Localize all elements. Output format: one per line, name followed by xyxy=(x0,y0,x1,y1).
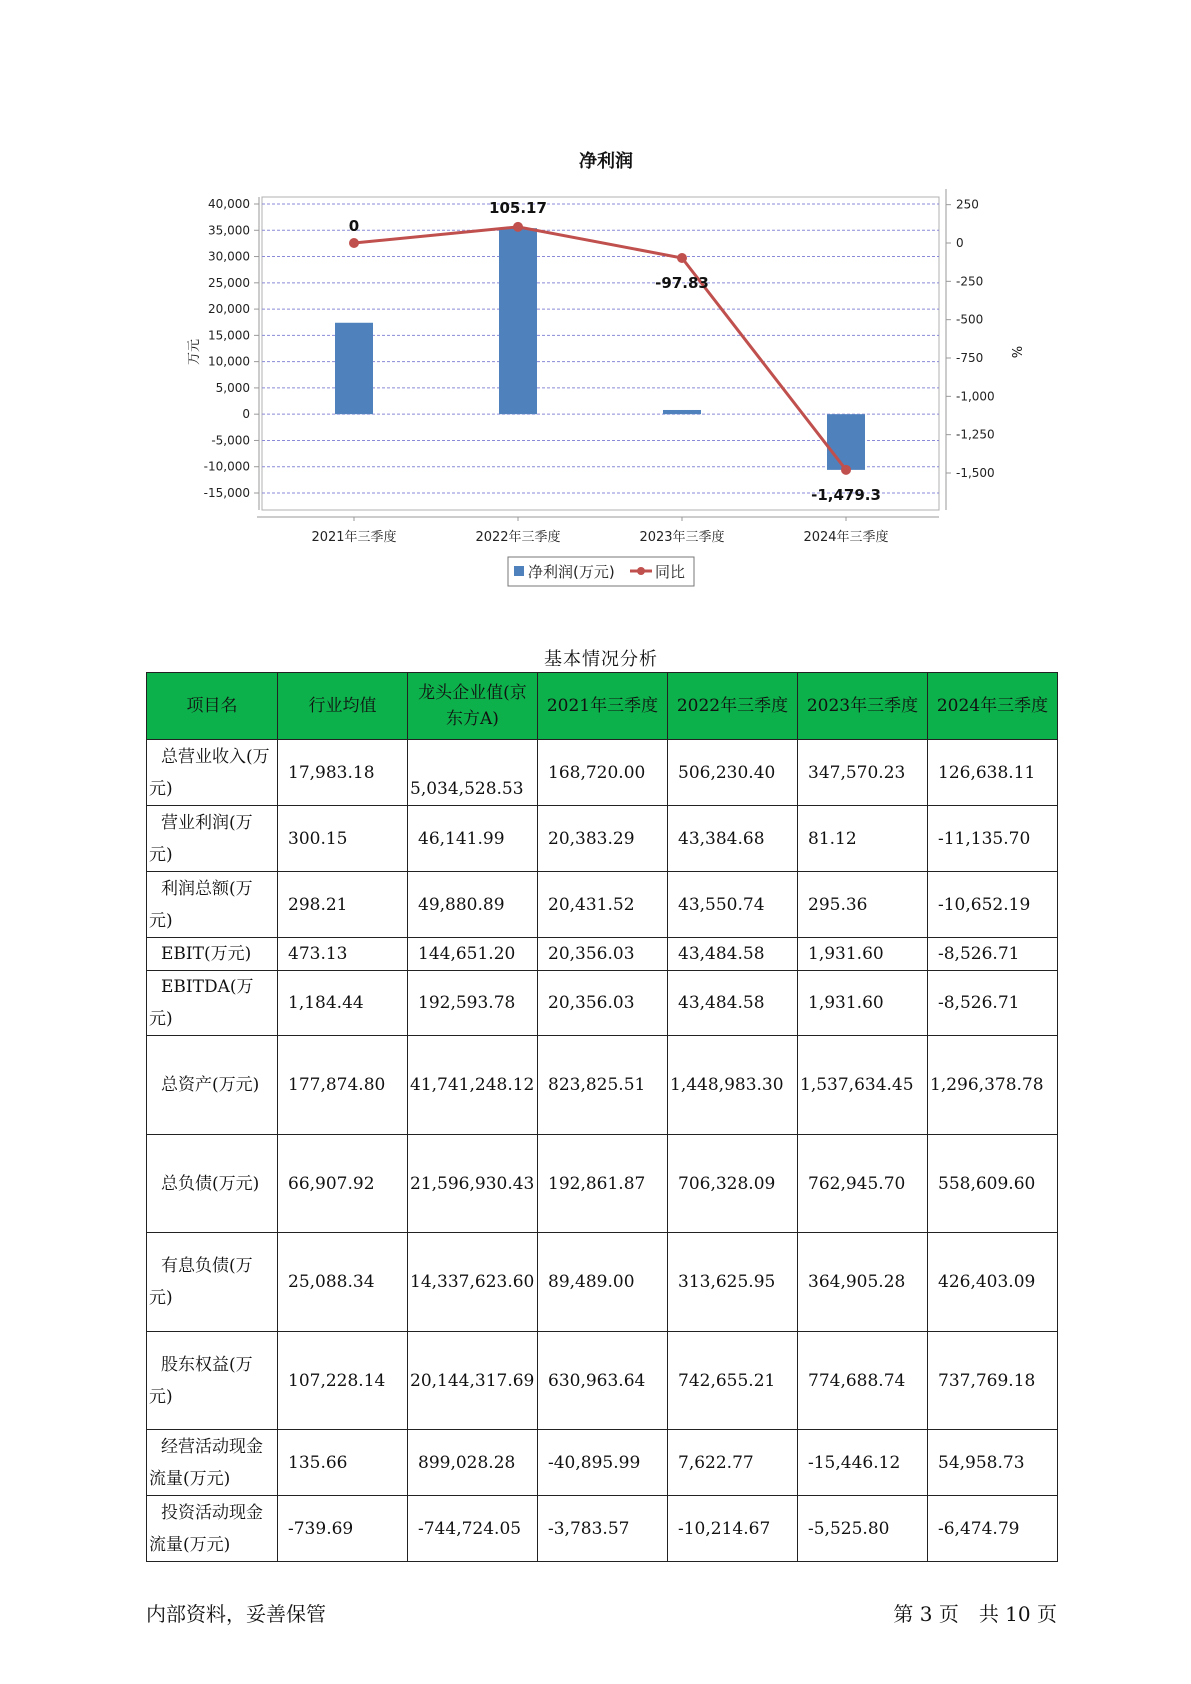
cell: 54,958.73 xyxy=(928,1430,1058,1496)
cell: 168,720.00 xyxy=(538,740,668,806)
table-row xyxy=(147,740,1058,806)
table-row xyxy=(147,1036,1058,1135)
row-name: 总营业收入(万元) xyxy=(147,740,278,806)
row-name: 有息负债(万元) xyxy=(147,1233,278,1332)
row-name: 营业利润(万元) xyxy=(147,806,278,872)
cell: 43,484.58 xyxy=(668,938,798,971)
y-axis-label-right: % xyxy=(1008,345,1023,359)
cell: 300.15 xyxy=(278,806,408,872)
x-tick-label: 2022年三季度 xyxy=(475,530,561,545)
table-row xyxy=(147,1233,1058,1332)
cell: 774,688.74 xyxy=(798,1332,928,1430)
legend-bar-label: 净利润(万元) xyxy=(528,563,615,581)
cell: 1,931.60 xyxy=(798,971,928,1036)
cell: 17,983.18 xyxy=(278,740,408,806)
cell: 298.21 xyxy=(278,872,408,938)
table-row xyxy=(147,1430,1058,1496)
cell: 43,550.74 xyxy=(668,872,798,938)
right-y-axis xyxy=(946,189,995,510)
cell: 177,874.80 xyxy=(278,1036,408,1135)
cell: 20,356.03 xyxy=(538,971,668,1036)
yoy-data-label: 0 xyxy=(348,217,360,235)
chart-legend xyxy=(508,557,694,586)
cell: -10,652.19 xyxy=(928,872,1058,938)
cell: 5,034,528.53 xyxy=(408,740,538,806)
right-tick-label: -250 xyxy=(956,274,984,289)
yoy-data-label: -1,479.3 xyxy=(811,485,881,504)
cell: 46,141.99 xyxy=(408,806,538,872)
cell: 20,356.03 xyxy=(538,938,668,971)
chart-title: 净利润 xyxy=(579,151,633,172)
cell: -744,724.05 xyxy=(408,1496,538,1562)
right-tick-label: -750 xyxy=(956,351,984,365)
header-leader-value: 龙头企业值(京东方A) xyxy=(408,673,538,740)
cell: 66,907.92 xyxy=(278,1135,408,1233)
header-2023q3: 2023年三季度 xyxy=(798,673,928,740)
cell: 1,296,378.78 xyxy=(928,1036,1058,1135)
table-row xyxy=(147,806,1058,872)
cell: 49,880.89 xyxy=(408,872,538,938)
cell: 1,184.44 xyxy=(278,971,408,1036)
legend-line-marker xyxy=(637,567,645,575)
row-name: 经营活动现金流量(万元) xyxy=(147,1430,278,1496)
cell: 25,088.34 xyxy=(278,1233,408,1332)
row-name: EBIT(万元) xyxy=(147,938,278,971)
cell: 630,963.64 xyxy=(538,1332,668,1430)
bar xyxy=(827,414,865,470)
header-item-name: 项目名 xyxy=(147,673,278,740)
left-tick-label: -15,000 xyxy=(203,486,250,500)
row-name: 总负债(万元) xyxy=(147,1135,278,1233)
cell: 558,609.60 xyxy=(928,1135,1058,1233)
table-row xyxy=(147,938,1058,971)
left-tick-label: 30,000 xyxy=(208,249,250,264)
cell: 313,625.95 xyxy=(668,1233,798,1332)
cell: 899,028.28 xyxy=(408,1430,538,1496)
cell: 7,622.77 xyxy=(668,1430,798,1496)
left-tick-label: 35,000 xyxy=(208,223,250,238)
x-tick-label: 2024年三季度 xyxy=(803,530,889,545)
header-2022q3: 2022年三季度 xyxy=(668,673,798,740)
cell: 1,448,983.30 xyxy=(668,1036,798,1135)
header-industry-avg: 行业均值 xyxy=(278,673,408,740)
cell: 89,489.00 xyxy=(538,1233,668,1332)
cell: 107,228.14 xyxy=(278,1332,408,1430)
left-tick-label: -5,000 xyxy=(211,433,250,448)
cell: -3,783.57 xyxy=(538,1496,668,1562)
table-caption: 基本情况分析 xyxy=(544,649,658,670)
cell: 135.66 xyxy=(278,1430,408,1496)
left-tick-label: 10,000 xyxy=(208,354,250,369)
cell: -15,446.12 xyxy=(798,1430,928,1496)
row-name: 总资产(万元) xyxy=(147,1036,278,1135)
cell: 347,570.23 xyxy=(798,740,928,806)
table-row xyxy=(147,1332,1058,1430)
cell: -8,526.71 xyxy=(928,938,1058,971)
row-name: 投资活动现金流量(万元) xyxy=(147,1496,278,1562)
header-2024q3: 2024年三季度 xyxy=(928,673,1058,740)
left-tick-label: 40,000 xyxy=(208,197,250,211)
cell: 1,537,634.45 xyxy=(798,1036,928,1135)
left-tick-label: 25,000 xyxy=(208,275,250,290)
cell: 506,230.40 xyxy=(668,740,798,806)
cell: -6,474.79 xyxy=(928,1496,1058,1562)
cell: 43,384.68 xyxy=(668,806,798,872)
x-axis xyxy=(257,517,939,545)
left-y-axis xyxy=(204,197,259,510)
cell: 742,655.21 xyxy=(668,1332,798,1430)
cell: 473.13 xyxy=(278,938,408,971)
cell: 144,651.20 xyxy=(408,938,538,971)
cell: 737,769.18 xyxy=(928,1332,1058,1430)
cell: -40,895.99 xyxy=(538,1430,668,1496)
right-tick-label: -1,000 xyxy=(956,389,995,404)
footer-page-number: 第 3 页 共 10 页 xyxy=(893,1602,1057,1626)
cell: 823,825.51 xyxy=(538,1036,668,1135)
left-tick-label: 20,000 xyxy=(208,302,250,317)
left-tick-label: 0 xyxy=(242,407,250,422)
cell: 21,596,930.43 xyxy=(408,1135,538,1233)
y-axis-label-left: 万元 xyxy=(187,338,202,366)
right-tick-label: -1,250 xyxy=(956,427,995,442)
right-tick-label: -1,500 xyxy=(956,466,995,480)
cell: 192,861.87 xyxy=(538,1135,668,1233)
legend-line-label: 同比 xyxy=(655,563,686,581)
x-tick-label: 2021年三季度 xyxy=(311,530,397,545)
basic-analysis-table xyxy=(146,672,1058,1562)
cell: 762,945.70 xyxy=(798,1135,928,1233)
footer-confidential: 内部资料，妥善保管 xyxy=(146,1602,326,1626)
left-tick-label: -10,000 xyxy=(203,459,250,474)
cell: -739.69 xyxy=(278,1496,408,1562)
yoy-point xyxy=(513,222,523,232)
x-tick-label: 2023年三季度 xyxy=(639,530,725,545)
cell: 192,593.78 xyxy=(408,971,538,1036)
yoy-point xyxy=(349,238,359,248)
cell: 43,484.58 xyxy=(668,971,798,1036)
cell: -11,135.70 xyxy=(928,806,1058,872)
cell: 81.12 xyxy=(798,806,928,872)
header-2021q3: 2021年三季度 xyxy=(538,673,668,740)
yoy-point xyxy=(677,253,687,263)
table-row xyxy=(147,1496,1058,1562)
cell: 364,905.28 xyxy=(798,1233,928,1332)
right-tick-label: 0 xyxy=(956,236,964,250)
left-tick-label: 15,000 xyxy=(208,328,250,343)
cell: 295.36 xyxy=(798,872,928,938)
legend-bar-swatch xyxy=(514,566,524,576)
net-profit-chart xyxy=(0,0,1191,620)
left-tick-label: 5,000 xyxy=(215,380,250,395)
yoy-point xyxy=(841,465,851,475)
bar xyxy=(335,323,373,414)
table-row xyxy=(147,971,1058,1036)
cell: 41,741,248.12 xyxy=(408,1036,538,1135)
row-name: EBITDA(万元) xyxy=(147,971,278,1036)
cell: -5,525.80 xyxy=(798,1496,928,1562)
yoy-data-label: 105.17 xyxy=(489,198,547,217)
bar xyxy=(499,228,537,414)
cell: 20,431.52 xyxy=(538,872,668,938)
table-row xyxy=(147,872,1058,938)
yoy-data-label: -97.83 xyxy=(655,274,709,293)
bar xyxy=(663,410,701,414)
table-row xyxy=(147,1135,1058,1233)
cell: 126,638.11 xyxy=(928,740,1058,806)
cell: 20,383.29 xyxy=(538,806,668,872)
cell: 1,931.60 xyxy=(798,938,928,971)
cell: 706,328.09 xyxy=(668,1135,798,1233)
row-name: 利润总额(万元) xyxy=(147,872,278,938)
cell: -8,526.71 xyxy=(928,971,1058,1036)
cell: 14,337,623.60 xyxy=(408,1233,538,1332)
right-tick-label: -500 xyxy=(956,312,984,327)
cell: -10,214.67 xyxy=(668,1496,798,1562)
cell: 426,403.09 xyxy=(928,1233,1058,1332)
row-name: 股东权益(万元) xyxy=(147,1332,278,1430)
right-tick-label: 250 xyxy=(956,197,979,212)
table-header-row xyxy=(147,673,1058,740)
cell: 20,144,317.69 xyxy=(408,1332,538,1430)
